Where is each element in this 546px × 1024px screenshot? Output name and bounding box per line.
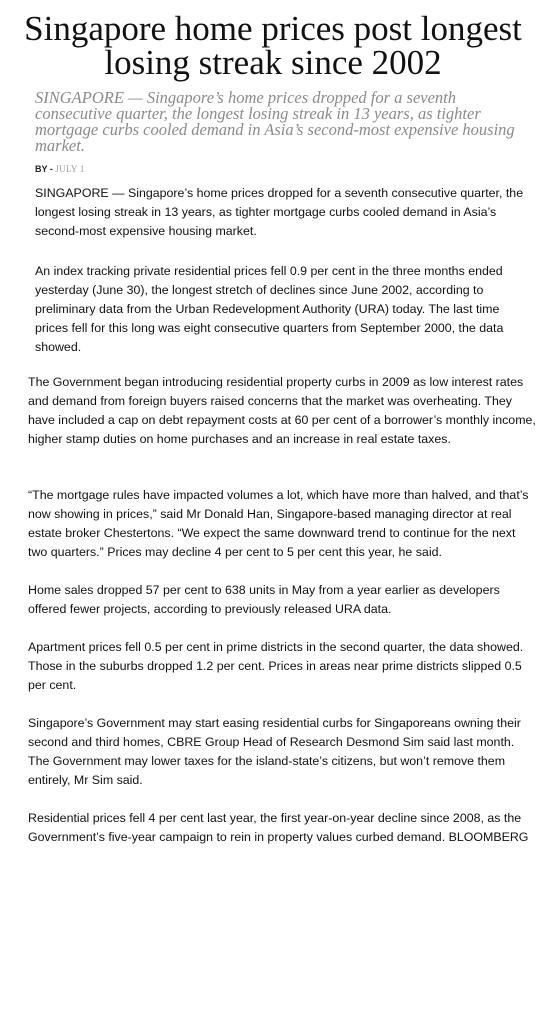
publish-date: JULY 1: [55, 164, 85, 174]
article-paragraph-2: An index tracking private residential prices fell 0.9 per cent in the three months ended yesterday (June 30), the longest stretch of declines since June 2002, according to preliminary data from the Urban Redevelopment Authority (URA) today. The last time prices fell for this long was eight consecutive quarters from September 2000, the data showed.: [35, 264, 504, 354]
byline-label: BY -: [35, 164, 53, 174]
article-paragraph-7: Singapore’s Government may start easing residential curbs for Singaporeans owning their second and third homes, CBRE Group Head of Research Desmond Sim said last month. The Government may lower taxes for the island-state’s citizens, but won’t remove them entirely, Mr Sim said.: [28, 716, 521, 787]
article-paragraph-5: Home sales dropped 57 per cent to 638 units in May from a year earlier as developers offered fewer projects, according to previously released URA data.: [28, 583, 500, 616]
article-headline: Singapore home prices post longest losing streak since 2002: [24, 9, 522, 82]
article-standfirst: SINGAPORE — Singapore’s home prices dropped for a seventh consecutive quarter, the longest losing streak in 13 years, as tighter mortgage curbs cooled demand in Asia’s second-most expensive housing market.: [35, 88, 515, 155]
article-paragraph-1: SINGAPORE — Singapore’s home prices dropped for a seventh consecutive quarter, the longest losing streak in 13 years, as tighter mortgage curbs cooled demand in Asia’s second-most expensive housing market.: [35, 186, 524, 238]
article-paragraph-6: Apartment prices fell 0.5 per cent in prime districts in the second quarter, the data showed. Those in the suburbs dropped 1.2 per cent. Prices in areas near prime districts slipped 0.5 per cent.: [28, 640, 524, 692]
article-paragraph-8: Residential prices fell 4 per cent last year, the first year-on-year decline since 2008, as the Government’s five-year campaign to rein in property values curbed demand. BLOOMBERG: [28, 811, 529, 844]
byline: [35, 164, 85, 175]
article-paragraph-3: The Government began introducing residential property curbs in 2009 as low interest rates and demand from foreign buyers raised concerns that the market was overheating. They have included a cap on debt repayment costs at 60 per cent of a borrower’s monthly income, higher stamp duties on home purchases and an increase in real estate taxes.: [28, 375, 536, 446]
article-paragraph-4: “The mortgage rules have impacted volumes a lot, which have more than halved, and that’s now showing in prices,” said Mr Donald Han, Singapore-based managing director at real estate broker Chestertons. “We expect the same downward trend to continue for the next two quarters.” Prices may decline 4 per cent to 5 per cent this year, he said.: [28, 488, 529, 559]
